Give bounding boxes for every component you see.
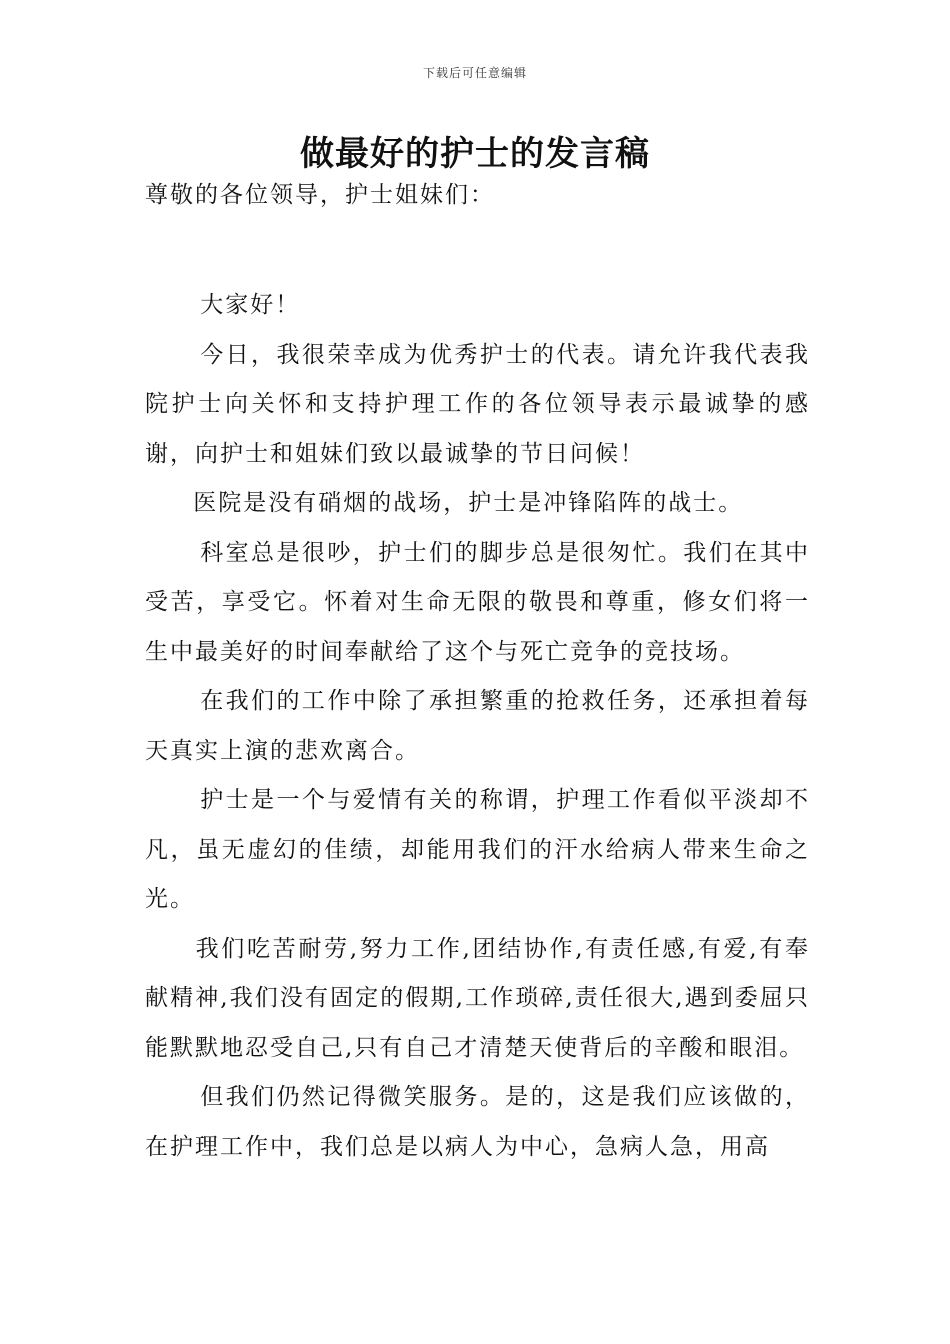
paragraph-greeting: 大家好！ [200, 292, 301, 318]
document-title: 做最好的护士的发言稿 [300, 134, 650, 174]
paragraph: 科室总是很吵，护士们的脚步总是很匆忙。我们在其中受苦，享受它。怀着对生命无限的敬畏和尊重，修女们将一生中最美好的时间奉献给了这个与死亡竞争的竞技场。 [145, 539, 810, 665]
salutation: 尊敬的各位领导，护士姐妹们： [145, 182, 495, 208]
paragraph: 我们吃苦耐劳,努力工作,团结协作,有责任感,有爱,有奉献精神,我们没有固定的假期,工作琐碎,责任很大,遇到委屈只能默默地忍受自己,只有自己才清楚天使背后的辛酸和眼泪。 [145, 935, 810, 1061]
header-note: 下载后可任意编辑 [422, 66, 527, 80]
paragraph: 在我们的工作中除了承担繁重的抢救任务，还承担着每天真实上演的悲欢离合。 [145, 688, 810, 764]
paragraph: 护士是一个与爱情有关的称谓，护理工作看似平淡却不凡，虽无虚幻的佳绩，却能用我们的汗水给病人带来生命之光。 [145, 787, 810, 912]
paragraph: 今日，我很荣幸成为优秀护士的代表。请允许我代表我院护士向关怀和支持护理工作的各位领导表示最诚挚的感谢，向护士和姐妹们致以最诚挚的节日问候！ [145, 341, 810, 467]
paragraph: 医院是没有硝烟的战场，护士是冲锋陷阵的战士。 [193, 490, 744, 516]
document-body [145, 281, 810, 1172]
paragraph: 但我们仍然记得微笑服务。是的，这是我们应该做的，在护理工作中，我们总是以病人为中心，急病人急，用高 [145, 1084, 810, 1160]
